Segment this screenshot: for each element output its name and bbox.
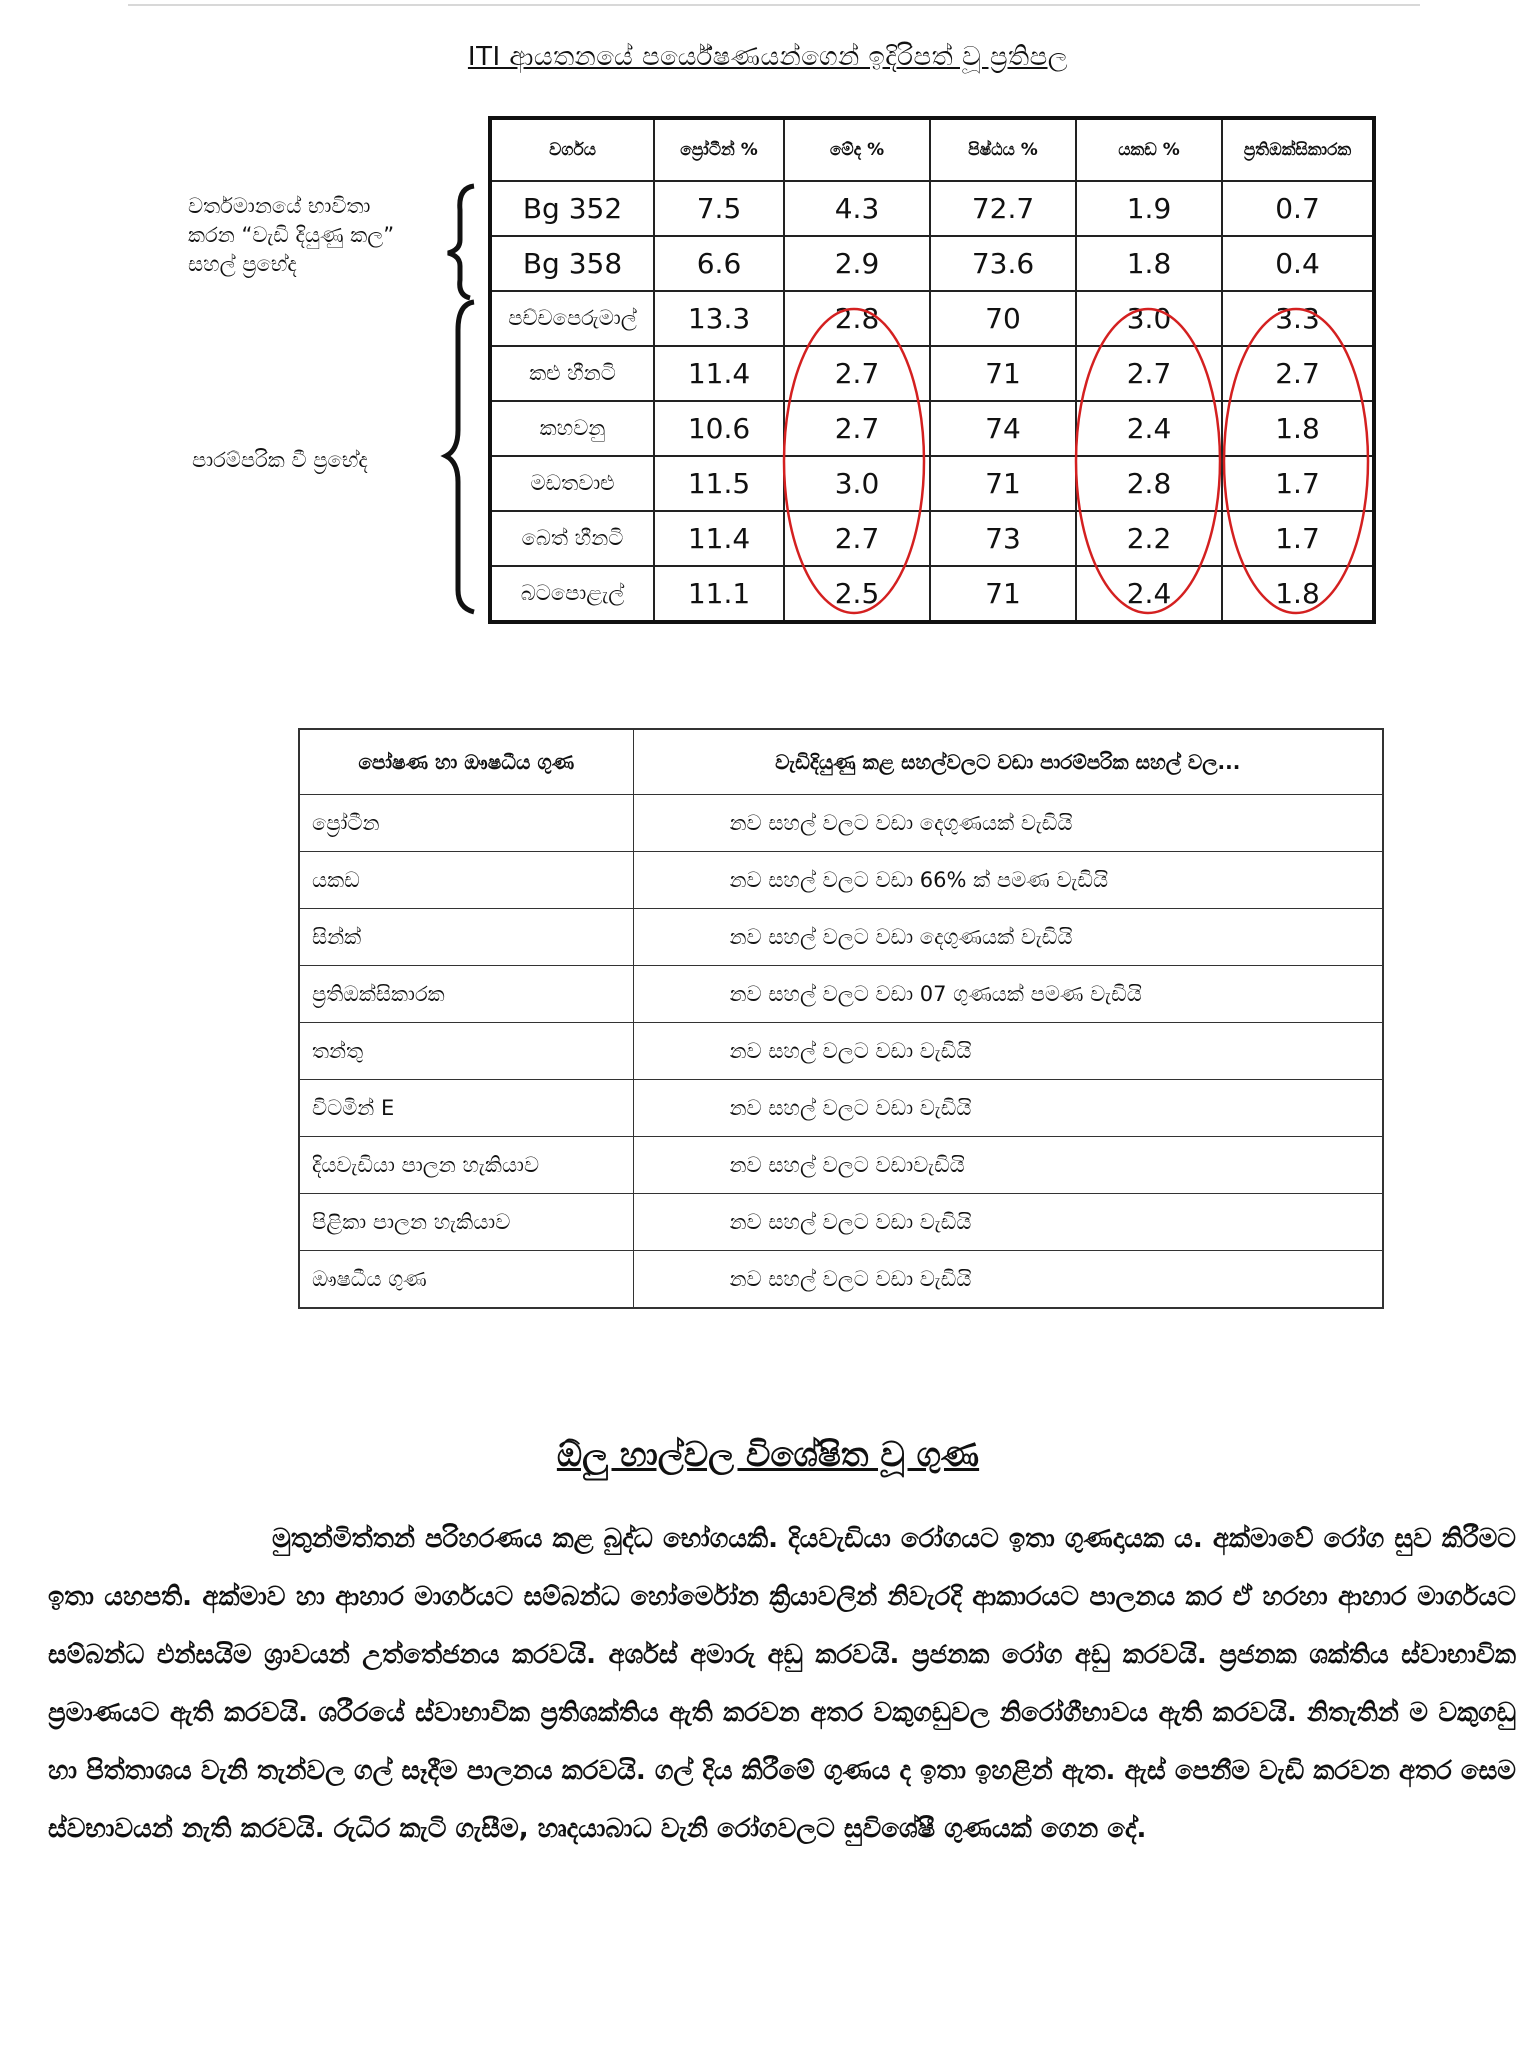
table-cell: 2.4 (1076, 401, 1222, 456)
table-row (299, 1194, 1383, 1251)
table-cell: 2.7 (1222, 346, 1374, 401)
table-cell: විටමින් E (299, 1080, 633, 1137)
table-cell: 71 (930, 566, 1076, 622)
table1-title: ITI ආයතනයේ පර්යේෂණයන්ගෙන් ඉදිරිපත් වූ ප්‍රතිපල (467, 42, 1069, 72)
table-cell: 2.7 (784, 346, 930, 401)
group-label-traditional: පාරම්පරික වී ප්‍රභේද (192, 448, 368, 472)
brace-modern (448, 186, 474, 298)
table-cell: 6.6 (654, 236, 784, 291)
table-cell: 2.7 (1076, 346, 1222, 401)
header-cell: පෝෂණ හා ඖෂධීය ගුණ (299, 729, 633, 795)
table-cell: 2.8 (784, 291, 930, 346)
header-cell: යකඩ % (1076, 118, 1222, 181)
table-cell: 10.6 (654, 401, 784, 456)
header-cell: ප්‍රෝටීන් % (654, 118, 784, 181)
table-row (490, 181, 1374, 236)
table-row (490, 236, 1374, 291)
table-cell: දියවැඩියා පාලන හැකියාව (299, 1137, 633, 1194)
table-cell: 1.7 (1222, 511, 1374, 566)
table-cell: නව සහල් වලට වඩා වැඩියි (633, 1023, 1383, 1080)
table-cell: 1.8 (1222, 566, 1374, 622)
table-cell: 11.1 (654, 566, 784, 622)
table-row (490, 456, 1374, 511)
table-cell: බෙත් හීනටි (490, 511, 654, 566)
table-row (299, 909, 1383, 966)
table-cell: 2.8 (1076, 456, 1222, 511)
table-cell: නව සහල් වලට වඩාවැඩියි (633, 1137, 1383, 1194)
table-cell: 2.7 (784, 401, 930, 456)
table-cell: 73 (930, 511, 1076, 566)
table-cell: බටපොළැල් (490, 566, 654, 622)
table-cell: 3.0 (784, 456, 930, 511)
table-cell: කහවනු (490, 401, 654, 456)
table-row (299, 1023, 1383, 1080)
table-cell: නව සහල් වලට වඩා දෙගුණයක් වැඩියි (633, 795, 1383, 852)
header-cell: මේද % (784, 118, 930, 181)
brace-traditional (446, 302, 474, 612)
table-cell: ප්‍රෝටීන (299, 795, 633, 852)
table-cell: කළු හීනටි (490, 346, 654, 401)
traditional-rice-benefits-table (298, 728, 1384, 1309)
table-cell: නව සහල් වලට වඩා වැඩියි (633, 1251, 1383, 1309)
table-cell: 71 (930, 346, 1076, 401)
top-divider (128, 4, 1420, 6)
table-cell: 0.7 (1222, 181, 1374, 236)
table-cell: 1.7 (1222, 456, 1374, 511)
header-cell: වැඩිදියුණු කළ සහල්වලට වඩා පාරම්පරික සහල් වල... (633, 729, 1383, 795)
table-row (490, 401, 1374, 456)
header-cell: ප්‍රතිඔක්සිකාරක (1222, 118, 1374, 181)
group-label-modern: වර්තමානයේ භාවිතා කරන “වැඩි දියුණු කල” සහල් ප්‍රභේද (188, 194, 395, 276)
table-cell: නව සහල් වලට වඩා වැඩියි (633, 1080, 1383, 1137)
table-cell: පච්චපෙරුමාල් (490, 291, 654, 346)
table-cell: 2.9 (784, 236, 930, 291)
table-cell: 70 (930, 291, 1076, 346)
table-cell: 4.3 (784, 181, 930, 236)
table-cell: 11.4 (654, 346, 784, 401)
table-cell: 1.9 (1076, 181, 1222, 236)
table-cell: 7.5 (654, 181, 784, 236)
header-cell: වර්ගය (490, 118, 654, 181)
table-cell: තන්තු (299, 1023, 633, 1080)
table-row (490, 346, 1374, 401)
table-cell: 3.0 (1076, 291, 1222, 346)
table-cell: ප්‍රතිඔක්සිකාරක (299, 966, 633, 1023)
header-cell: පිෂ්ඨය % (930, 118, 1076, 181)
table-cell: 1.8 (1076, 236, 1222, 291)
table-row (299, 852, 1383, 909)
table-cell: 73.6 (930, 236, 1076, 291)
table-row (299, 1137, 1383, 1194)
table-cell: 11.4 (654, 511, 784, 566)
table-cell: නව සහල් වලට වඩා 66% ක් පමණ වැඩියි (633, 852, 1383, 909)
table-cell: 72.7 (930, 181, 1076, 236)
table-header-row (490, 118, 1374, 181)
table-row (299, 1080, 1383, 1137)
table-cell: මඩතවාළු (490, 456, 654, 511)
table-cell: නව සහල් වලට වඩා වැඩියි (633, 1194, 1383, 1251)
table-cell: නව සහල් වලට වඩා දෙගුණයක් වැඩියි (633, 909, 1383, 966)
table-cell: ඖෂධීය ගුණ (299, 1251, 633, 1309)
table-cell: 2.7 (784, 511, 930, 566)
table-cell: 11.5 (654, 456, 784, 511)
table-cell: සින්ක් (299, 909, 633, 966)
table-cell: 3.3 (1222, 291, 1374, 346)
table-header-row (299, 729, 1383, 795)
table-cell: 71 (930, 456, 1076, 511)
nutrition-comparison-table (488, 116, 1376, 624)
table-row (490, 291, 1374, 346)
table-cell: 0.4 (1222, 236, 1374, 291)
table-cell: Bg 358 (490, 236, 654, 291)
section-paragraph: මුතුන්මිත්තන් පරිහරණය කළ බුද්ධ භෝගයකි. දියවැඩියා රෝගයට ඉතා ගුණදායක ය. අක්මාවේ රෝග සුව කිරීමට ඉතා යහපති. අක්මාව හා ආහාර මාර්ගයට සම්බන්ධ හෝර්මෝන ක්‍රියාවලින් නිවැරදි ආකාරයට පාලනය කර ඒ හරහා ආහාර මාර්ගයට සම්බන්ධ එන්සයිම ශ්‍රාවයන් උත්තේජනය කරවයි. අර්ශස් අමාරු අඩු කරවයි. ප්‍රජනක රෝග අඩු කරවයි. ප්‍රජනක ශක්තිය ස්වාභාවික ප්‍රමාණයට ඇති කරවයි. ශරීරයේ ස්වාභාවික ප්‍රතිශක්තිය ඇති කරවන අතර වකුගඩුවල නිරෝගීභාවය ඇති කරවයි. නිතැතින් ම වකුගඩු හා පිත්තාශය වැනි තැන්වල ගල් සෑදීම පාලනය කරවයි. ගල් දිය කිරීමේ ගුණය ද ඉතා ඉහළින් ඇත. ඇස් පෙනීම වැඩි කරවන අතර සෙම ස්වභාවයන් නැති කරවයි. රුධිර කැටි ගැසීම, හෘදයාබාධ වැනි රෝගවලට සුවිශේෂී ගුණයක් ගෙන දේ. (48, 1524, 1516, 1844)
table-row (299, 1251, 1383, 1309)
table-cell: 13.3 (654, 291, 784, 346)
section-title: ඕලු හාල්වල විශේෂිත වූ ගුණ (556, 1435, 980, 1475)
table-cell: නව සහල් වලට වඩා 07 ගුණයක් පමණ වැඩියි (633, 966, 1383, 1023)
table-row (299, 966, 1383, 1023)
table-row (299, 795, 1383, 852)
table-cell: 74 (930, 401, 1076, 456)
table-cell: 2.4 (1076, 566, 1222, 622)
table-cell: යකඩ (299, 852, 633, 909)
table-row (490, 566, 1374, 622)
table-cell: 2.2 (1076, 511, 1222, 566)
table-cell: පිළිකා පාලන හැකියාව (299, 1194, 633, 1251)
table-row (490, 511, 1374, 566)
table-cell: Bg 352 (490, 181, 654, 236)
table-cell: 1.8 (1222, 401, 1374, 456)
table-cell: 2.5 (784, 566, 930, 622)
